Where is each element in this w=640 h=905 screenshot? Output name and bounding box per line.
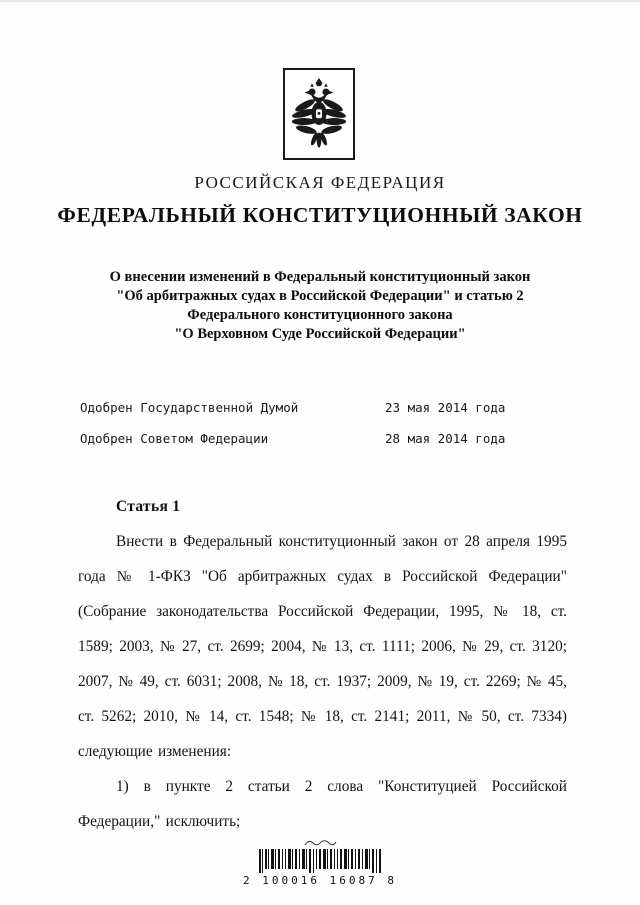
approval-row-duma [80, 398, 570, 429]
coat-of-arms-frame [283, 68, 355, 160]
approval-body: Одобрен Советом Федерации [80, 431, 269, 446]
approval-date: 23 мая 2014 года [385, 400, 506, 415]
law-title [60, 268, 580, 344]
approval-body: Одобрен Государственной Думой [80, 400, 299, 415]
scan-edge [0, 0, 640, 2]
law-title-line: Федерального конституционного закона [187, 307, 453, 323]
handwritten-mark [303, 838, 337, 848]
approvals-block [80, 398, 570, 460]
country-heading: РОССИЙСКАЯ ФЕДЕРАЦИЯ [194, 173, 446, 192]
barcode [259, 849, 381, 873]
approval-row-federation-council [80, 429, 570, 460]
article-body [78, 524, 567, 839]
law-title-line: "Об арбитражных судах в Российской Федерации" и статью 2 [116, 288, 524, 304]
barcode-block [0, 838, 640, 887]
coat-of-arms-icon [290, 76, 348, 152]
document-type-heading: ФЕДЕРАЛЬНЫЙ КОНСТИТУЦИОННЫЙ ЗАКОН [57, 203, 583, 227]
law-title-line: О внесении изменений в Федеральный конституционный закон [109, 269, 531, 285]
barcode-number: 2 100016 16087 8 [243, 874, 397, 887]
approval-date: 28 мая 2014 года [385, 431, 506, 446]
paragraph: Внести в Федеральный конституционный закон от 28 апреля 1995 года № 1-ФКЗ "Об арбитражных судах в Российской Федерации" (Собрание законодательства Российской Федерации, 1995, № 18, ст. 1589; 2003, № 27, ст. 2699; 2004, № 13, ст. 1111; 2006, № 29, ст. 3120; 2007, № 49, ст. 6031; 2008, № 18, ст. 1937; 2009, № 19, ст. 2269; № 45, ст. 5262; 2010, № 14, ст. 1548; № 18, ст. 2141; 2011, № 50, ст. 7334) следующие изменения: [78, 533, 567, 760]
article-heading: Статья 1 [116, 498, 181, 515]
law-title-line: "О Верховном Суде Российской Федерации" [174, 326, 466, 342]
paragraph: 1) в пункте 2 статьи 2 слова "Конституцией Российской Федерации," исключить; [78, 778, 567, 830]
